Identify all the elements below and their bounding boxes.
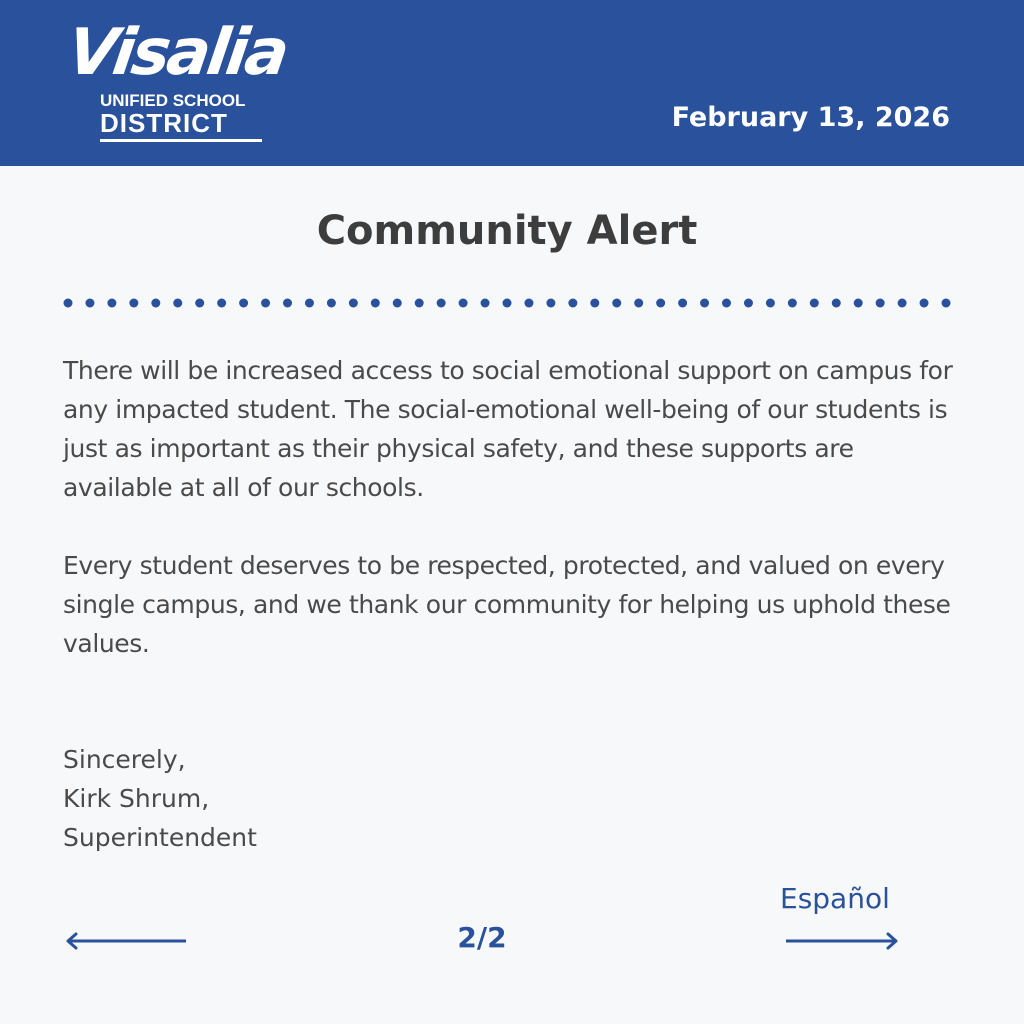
- divider-dot: [766, 299, 775, 308]
- divider-dot: [371, 299, 380, 308]
- logo-script-text: Visalia: [62, 16, 291, 90]
- divider-dot: [920, 299, 929, 308]
- divider-dot: [700, 299, 709, 308]
- signature-closing: Sincerely,: [63, 745, 186, 774]
- divider-dot: [634, 299, 643, 308]
- espanol-link[interactable]: Español: [780, 882, 890, 915]
- arrow-right-icon[interactable]: [784, 930, 900, 952]
- page-indicator: 2/2: [457, 921, 507, 954]
- logo-line2: DISTRICT: [100, 108, 228, 138]
- divider-dot: [590, 299, 599, 308]
- header-banner: [0, 0, 1024, 166]
- divider-dot: [393, 299, 402, 308]
- divider-dot: [744, 299, 753, 308]
- divider-dot: [151, 299, 160, 308]
- divider-dot: [788, 299, 797, 308]
- divider-dot: [854, 299, 863, 308]
- divider-dot: [195, 299, 204, 308]
- signature-role: Superintendent: [63, 823, 257, 852]
- divider-dot: [678, 299, 687, 308]
- divider-dot: [349, 299, 358, 308]
- divider-dot: [327, 299, 336, 308]
- divider-dot: [568, 299, 577, 308]
- divider-dot: [107, 299, 116, 308]
- dotted-divider: [63, 296, 951, 310]
- divider-dot: [173, 299, 182, 308]
- divider-dot: [832, 299, 841, 308]
- signature-name: Kirk Shrum,: [63, 784, 210, 813]
- arrow-left-icon[interactable]: [64, 930, 188, 952]
- divider-dot: [261, 299, 270, 308]
- divider-dot: [524, 299, 533, 308]
- divider-dot: [239, 299, 248, 308]
- page-title: Community Alert: [316, 208, 698, 254]
- divider-dot: [546, 299, 555, 308]
- logo-underline: [100, 139, 262, 142]
- divider-dot: [305, 299, 314, 308]
- divider-dot: [217, 299, 226, 308]
- logo-line1: UNIFIED SCHOOL: [100, 91, 246, 110]
- divider-dot: [283, 299, 292, 308]
- divider-dot: [481, 299, 490, 308]
- paragraph-2: Every student deserves to be respected, protected, and valued on every single campus, and we thank our community for helping us uphold these values.: [63, 551, 951, 658]
- divider-dot: [656, 299, 665, 308]
- divider-dot: [437, 299, 446, 308]
- alert-date: February 13, 2026: [671, 102, 950, 133]
- divider-dot: [942, 299, 951, 308]
- divider-dot: [722, 299, 731, 308]
- divider-dot: [503, 299, 512, 308]
- divider-dot: [898, 299, 907, 308]
- divider-dot: [85, 299, 94, 308]
- divider-dot: [810, 299, 819, 308]
- divider-dot: [459, 299, 468, 308]
- divider-dot: [129, 299, 138, 308]
- divider-dot: [415, 299, 424, 308]
- divider-dot: [64, 299, 73, 308]
- divider-dot: [876, 299, 885, 308]
- district-logo: [62, 16, 291, 147]
- divider-dot: [612, 299, 621, 308]
- paragraph-1: There will be increased access to social emotional support on campus for any impacted student. The social-emotional well-being of our students is just as important as their physical safety, and these supports are available at all of our schools.: [63, 356, 953, 502]
